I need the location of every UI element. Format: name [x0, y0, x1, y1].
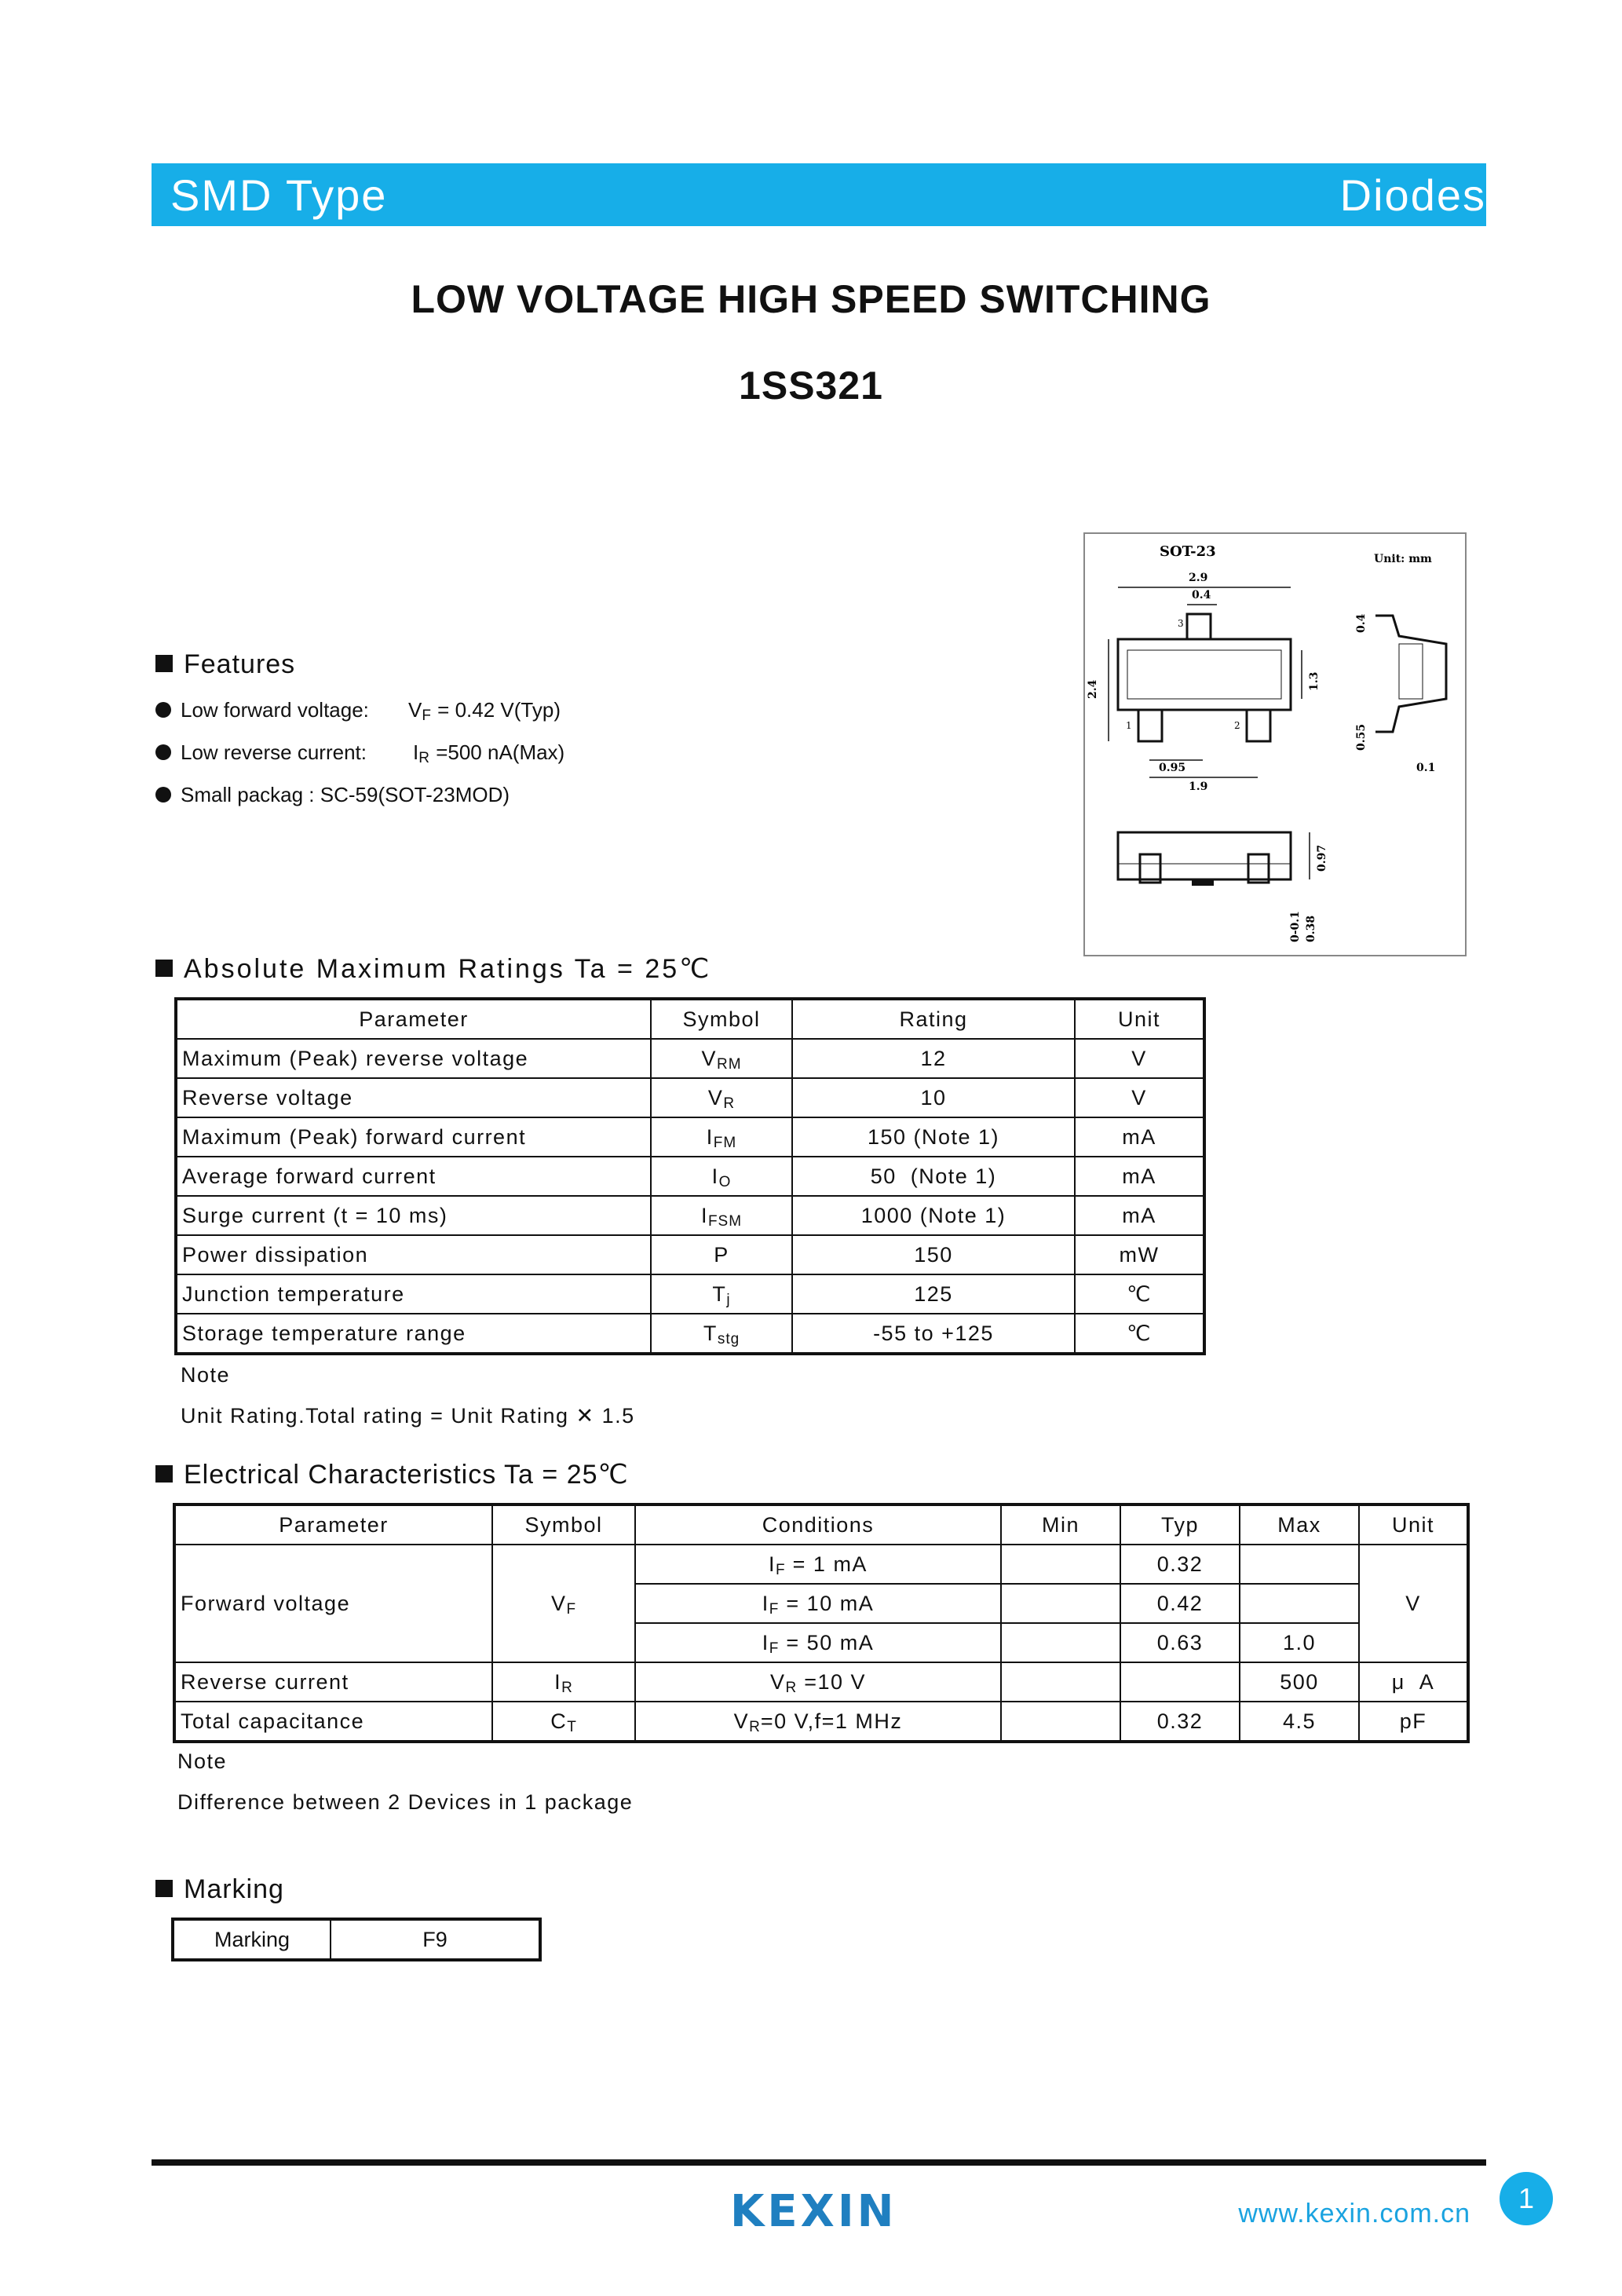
- rating-cell: 1000 (Note 1): [792, 1196, 1075, 1235]
- table-row: [173, 1919, 540, 1960]
- table-row: [176, 1235, 1204, 1274]
- condition-cell: $V_R=0$ V,f=1 MHz: [635, 1702, 1001, 1742]
- param-cell: Junction temperature: [176, 1274, 651, 1314]
- dim-lead-w: 0.38: [1305, 915, 1317, 942]
- feature-label: Small packag : SC-59(SOT-23MOD): [181, 783, 510, 806]
- pin-3: 3: [1178, 618, 1184, 629]
- condition-cell: $V_R =10$ V: [635, 1662, 1001, 1702]
- symbol-cell: $T_j$: [651, 1274, 792, 1314]
- symbol-cell: P: [651, 1235, 792, 1274]
- feature-item: [155, 740, 564, 768]
- symbol-cell: $I_{FM}$: [651, 1117, 792, 1157]
- unit-cell: mA: [1075, 1157, 1204, 1196]
- rating-cell: -55 to +125: [792, 1314, 1075, 1354]
- table-header-row: [174, 1504, 1468, 1545]
- unit-cell: mW: [1075, 1235, 1204, 1274]
- table-row: [176, 1274, 1204, 1314]
- unit-cell: μ A: [1359, 1662, 1468, 1702]
- feature-label: Low forward voltage:: [181, 698, 369, 722]
- symbol-cell: $V_R$: [651, 1078, 792, 1117]
- abs-max-table: [174, 997, 1206, 1355]
- pin-2: 2: [1234, 720, 1240, 731]
- rating-cell: 12: [792, 1039, 1075, 1078]
- unit-cell: V: [1075, 1078, 1204, 1117]
- rating-cell: 125: [792, 1274, 1075, 1314]
- header-category: Diodes: [1339, 170, 1486, 220]
- col-header: Symbol: [651, 999, 792, 1039]
- symbol-cell: $V_F$: [492, 1545, 635, 1662]
- table-row: [176, 1157, 1204, 1196]
- package-outline-svg: [1085, 534, 1468, 958]
- col-header: Symbol: [492, 1504, 635, 1545]
- elec-note-text: Difference between 2 Devices in 1 package: [177, 1790, 634, 1814]
- square-bullet-icon: [155, 655, 173, 672]
- param-cell: Reverse voltage: [176, 1078, 651, 1117]
- col-header: Max: [1240, 1504, 1359, 1545]
- feature-symbol-sub: F: [422, 707, 432, 724]
- min-cell: [1001, 1584, 1120, 1623]
- typ-cell: 0.32: [1120, 1545, 1240, 1584]
- feature-symbol: V: [408, 698, 422, 722]
- dim-bottom: 0.55: [1355, 723, 1368, 751]
- abs-max-heading-text: Absolute Maximum Ratings Ta = 25℃: [184, 954, 712, 984]
- feature-symbol: I: [413, 740, 419, 764]
- features-heading-text: Features: [184, 649, 296, 679]
- param-cell: Maximum (Peak) reverse voltage: [176, 1039, 651, 1078]
- unit-cell: mA: [1075, 1117, 1204, 1157]
- symbol-cell: $T_{stg}$: [651, 1314, 792, 1354]
- max-cell: [1240, 1545, 1359, 1584]
- page-title: LOW VOLTAGE HIGH SPEED SWITCHING: [411, 277, 1211, 321]
- min-cell: [1001, 1545, 1120, 1584]
- table-row: [174, 1662, 1468, 1702]
- square-bullet-icon: [155, 1880, 173, 1897]
- feature-label: Low reverse current:: [181, 740, 367, 764]
- package-name: SOT-23: [1160, 543, 1216, 560]
- dim-width: 2.9: [1189, 572, 1208, 584]
- col-header: Typ: [1120, 1504, 1240, 1545]
- feature-item: [155, 782, 510, 807]
- dim-lead: 0.4: [1192, 589, 1211, 601]
- page-number: 1: [1500, 2172, 1553, 2225]
- dim-pitch: 0.95: [1159, 762, 1186, 774]
- marking-table: [171, 1918, 542, 1961]
- col-header: Parameter: [174, 1504, 492, 1545]
- symbol-cell: $I_O$: [651, 1157, 792, 1196]
- marking-heading: [155, 1874, 284, 1905]
- elec-heading-text: Electrical Characteristics Ta = 25℃: [184, 1460, 629, 1490]
- min-cell: [1001, 1702, 1120, 1742]
- col-header: Parameter: [176, 999, 651, 1039]
- dim-lead-thick: 0.1: [1416, 762, 1436, 774]
- dim-standoff: 0-0.1: [1289, 911, 1302, 942]
- param-cell: Reverse current: [174, 1662, 492, 1702]
- marking-heading-text: Marking: [184, 1874, 284, 1904]
- param-cell: Maximum (Peak) forward current: [176, 1117, 651, 1157]
- col-header: Min: [1001, 1504, 1120, 1545]
- min-cell: [1001, 1662, 1120, 1702]
- param-cell: Total capacitance: [174, 1702, 492, 1742]
- condition-cell: $I_F = 50$ mA: [635, 1623, 1001, 1662]
- table-row: [176, 1314, 1204, 1354]
- pin-1: 1: [1126, 720, 1132, 731]
- feature-item: [155, 697, 561, 726]
- param-cell: Surge current (t = 10 ms): [176, 1196, 651, 1235]
- elec-heading: [155, 1459, 629, 1490]
- dim-height: 2.4: [1087, 679, 1099, 699]
- table-row: [176, 1039, 1204, 1078]
- max-cell: 500: [1240, 1662, 1359, 1702]
- table-row: [174, 1545, 1468, 1584]
- rating-cell: 10: [792, 1078, 1075, 1117]
- condition-cell: $I_F = 1$ mA: [635, 1545, 1001, 1584]
- dim-span: 1.9: [1189, 781, 1208, 793]
- col-header: Rating: [792, 999, 1075, 1039]
- abs-max-heading: [155, 953, 711, 985]
- square-bullet-icon: [155, 960, 173, 977]
- part-number: 1SS321: [739, 364, 883, 408]
- param-cell: Average forward current: [176, 1157, 651, 1196]
- max-cell: 4.5: [1240, 1702, 1359, 1742]
- package-drawing: [1083, 532, 1467, 956]
- dim-body: 1.3: [1308, 671, 1321, 691]
- typ-cell: [1120, 1662, 1240, 1702]
- typ-cell: 0.32: [1120, 1702, 1240, 1742]
- feature-symbol-sub: R: [418, 750, 430, 766]
- bullet-icon: [155, 744, 171, 760]
- typ-cell: 0.63: [1120, 1623, 1240, 1662]
- symbol-cell: $V_{RM}$: [651, 1039, 792, 1078]
- bullet-icon: [155, 787, 171, 803]
- col-header: Conditions: [635, 1504, 1001, 1545]
- min-cell: [1001, 1623, 1120, 1662]
- col-header: Unit: [1075, 999, 1204, 1039]
- abs-max-note-label: Note: [181, 1363, 231, 1387]
- param-cell: Storage temperature range: [176, 1314, 651, 1354]
- param-cell: Forward voltage: [174, 1545, 492, 1662]
- rating-cell: 150: [792, 1235, 1075, 1274]
- header-type: SMD Type: [170, 170, 388, 220]
- symbol-cell: $I_{FSM}$: [651, 1196, 792, 1235]
- kexin-logo: KEXIN: [730, 2186, 897, 2237]
- table-row: [174, 1702, 1468, 1742]
- abs-max-note-text: Unit Rating.Total rating = Unit Rating ✕ 1.5: [181, 1404, 635, 1428]
- unit-cell: V: [1359, 1545, 1468, 1662]
- website-link[interactable]: www.kexin.com.cn: [1238, 2199, 1470, 2228]
- marking-value-cell: F9: [331, 1919, 540, 1960]
- typ-cell: 0.42: [1120, 1584, 1240, 1623]
- symbol-cell: $C_T$: [492, 1702, 635, 1742]
- max-cell: 1.0: [1240, 1623, 1359, 1662]
- elec-table: [173, 1503, 1470, 1743]
- square-bullet-icon: [155, 1465, 173, 1483]
- feature-value: =500 nA(Max): [429, 740, 565, 764]
- max-cell: [1240, 1584, 1359, 1623]
- col-header: Unit: [1359, 1504, 1468, 1545]
- symbol-cell: $I_R$: [492, 1662, 635, 1702]
- rating-cell: 50 (Note 1): [792, 1157, 1075, 1196]
- footer-rule: [152, 2159, 1486, 2166]
- unit-cell: V: [1075, 1039, 1204, 1078]
- param-cell: Power dissipation: [176, 1235, 651, 1274]
- elec-note-label: Note: [177, 1749, 228, 1773]
- unit-cell: pF: [1359, 1702, 1468, 1742]
- unit-cell: ℃: [1075, 1274, 1204, 1314]
- features-heading: [155, 649, 295, 680]
- unit-label: Unit: mm: [1374, 553, 1432, 565]
- unit-cell: mA: [1075, 1196, 1204, 1235]
- dim-top: 0.4: [1355, 613, 1368, 633]
- condition-cell: $I_F = 10$ mA: [635, 1584, 1001, 1623]
- table-row: [176, 1117, 1204, 1157]
- table-header-row: [176, 999, 1204, 1039]
- table-row: [176, 1196, 1204, 1235]
- table-row: [176, 1078, 1204, 1117]
- rating-cell: 150 (Note 1): [792, 1117, 1075, 1157]
- unit-cell: ℃: [1075, 1314, 1204, 1354]
- bullet-icon: [155, 702, 171, 718]
- feature-value: = 0.42 V(Typ): [431, 698, 561, 722]
- dim-thick: 0.97: [1316, 844, 1328, 872]
- marking-label-cell: Marking: [173, 1919, 331, 1960]
